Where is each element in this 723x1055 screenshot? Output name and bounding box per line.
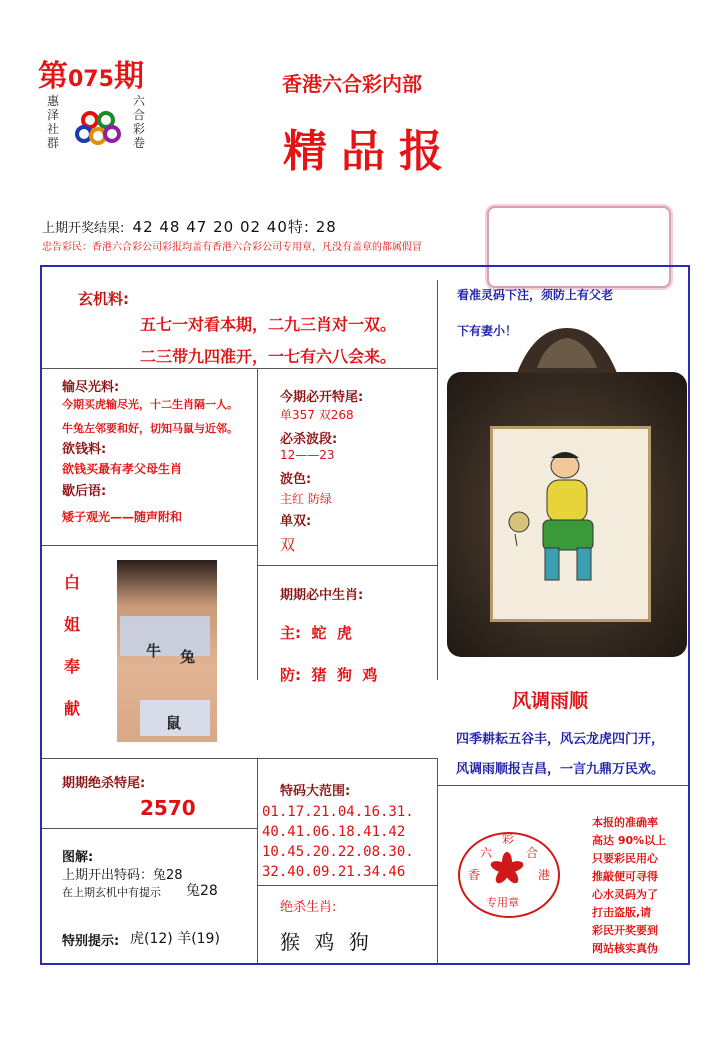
tema-label: 特码大范围: <box>280 784 351 799</box>
page-title: 精品报 <box>283 126 457 177</box>
boduan-label: 必杀波段: <box>280 432 338 447</box>
danshuang-label: 单双: <box>280 514 312 529</box>
divider <box>437 785 688 786</box>
notice-line: 打击盗版,请 <box>592 906 652 919</box>
tema-numbers <box>262 802 414 882</box>
issue-heading <box>38 60 144 97</box>
divider <box>42 828 257 829</box>
tujie-label: 图解: <box>62 850 94 865</box>
notice-line: 彩民开奖要到 <box>592 924 658 937</box>
results-numbers: 42 48 47 20 02 40特: 28 <box>132 218 337 236</box>
warning-text: 忠告彩民：香港六合彩公司彩报均盖有香港六合彩公司专用章，凡没有盖章的都属假冒 <box>42 242 422 253</box>
tewei-text: 单357 双268 <box>280 408 354 422</box>
zhongsheng-main: 主: 蛇 虎 <box>280 624 352 642</box>
photo-label-a: 牛 <box>146 642 162 660</box>
right-top-line1: 看准灵码下注，须防上有父老 <box>457 288 614 302</box>
poem-line2: 风调雨顺报吉昌，一言九鼎万民欢。 <box>456 762 665 777</box>
photo-top <box>120 616 210 656</box>
photo-label-c: 鼠 <box>166 714 182 732</box>
tema-row: 32.40.09.21.34.46 <box>262 864 406 880</box>
xuanji-line2: 二三带九四准开，一七有六八会来。 <box>140 347 397 366</box>
bauhinia-icon <box>490 852 524 886</box>
stamp-box <box>487 206 671 288</box>
char: 合 <box>132 108 145 122</box>
notice-line: 只要彩民用心 <box>592 852 658 865</box>
left-vertical-text <box>46 94 60 150</box>
char: 六 <box>132 94 145 108</box>
notice-line: 心水灵码为了 <box>592 888 658 901</box>
poem-title: 风调雨顺 <box>512 690 589 712</box>
subtitle: 香港六合彩内部 <box>282 72 422 96</box>
yuqian-label: 欲钱料: <box>62 442 107 457</box>
bose-text: 主红 防绿 <box>280 492 332 506</box>
frame-left-border <box>40 265 42 965</box>
child-kicking-ball-icon <box>505 448 630 598</box>
notice-line: 高达 90%以上 <box>592 834 667 847</box>
tujie-line2b: 兔28 <box>186 883 218 899</box>
jueshasheng-label: 绝杀生肖: <box>280 900 337 915</box>
notice-line: 本报的准确率 <box>592 816 658 829</box>
tema-row: 10.45.20.22.08.30. <box>262 844 414 860</box>
divider <box>257 565 437 566</box>
xiehou-label: 歇后语: <box>62 484 107 499</box>
seal-bottom: 专用章 <box>486 896 519 909</box>
divider <box>42 758 438 759</box>
bose-label: 波色: <box>280 472 312 487</box>
issue-suffix: 期 <box>113 59 144 94</box>
xuanji-label: 玄机料: <box>78 290 129 308</box>
zhongsheng-label: 期期必中生肖: <box>280 588 364 603</box>
char: 泽 <box>46 108 59 122</box>
tujie-line1: 上期开出特码：兔28 <box>62 868 183 883</box>
notice <box>592 814 666 958</box>
danshuang-text: 双 <box>280 536 296 554</box>
char: 彩 <box>132 122 145 136</box>
frame-top-border <box>40 265 690 267</box>
tema-row: 01.17.21.04.16.31. <box>262 804 414 820</box>
zhongsheng-fang: 防: 猪 狗 鸡 <box>280 666 378 684</box>
char: 姐 <box>63 615 80 634</box>
char: 群 <box>46 136 59 150</box>
seal-char: 彩 <box>502 832 515 846</box>
seal-char: 香 <box>468 868 481 882</box>
frame-crest-icon <box>447 318 687 388</box>
issue-prefix: 第 <box>38 59 68 94</box>
tishi-text: 虎(12) 羊(19) <box>130 931 220 947</box>
char: 白 <box>63 573 80 592</box>
divider <box>257 885 437 886</box>
poem-line1: 四季耕耘五谷丰，风云龙虎四门开， <box>456 732 665 747</box>
xuanji-line1: 五七一对看本期，二九三肖对一双。 <box>140 315 397 334</box>
char: 社 <box>46 122 59 136</box>
last-results <box>42 216 337 237</box>
xiehou-text: 矮子观光——随声附和 <box>62 510 183 524</box>
char: 卷 <box>132 136 145 150</box>
tema-row: 40.41.06.18.41.42 <box>262 824 406 840</box>
photo-label-b: 兔 <box>180 648 196 666</box>
jueshasheng-value: 猴 鸡 狗 <box>280 930 373 954</box>
boduan-text: 12——23 <box>280 448 335 462</box>
divider <box>257 758 258 963</box>
yuqian-text: 欲钱买最有孝父母生肖 <box>62 462 183 476</box>
divider <box>42 368 437 369</box>
seal-char: 港 <box>538 868 551 882</box>
char: 奉 <box>63 657 80 676</box>
shuji-line2: 牛兔左邻要和好，切知马鼠与近邻。 <box>62 422 238 435</box>
frame-right-border <box>688 265 690 965</box>
tishi-label: 特别提示: <box>62 934 120 949</box>
shuji-line1: 今期买虎输尽光，十二生肖隔一人。 <box>62 398 238 411</box>
notice-line: 推敲便可寻得 <box>592 870 658 883</box>
right-vertical-text <box>132 94 146 150</box>
tujie-line2a: 在上期玄机中有提示 <box>62 886 161 899</box>
jueshawei-value: 2570 <box>140 796 196 820</box>
shuji-label: 输尽光料: <box>62 380 120 395</box>
char: 惠 <box>46 94 59 108</box>
seal-char: 六 <box>480 846 493 860</box>
jueshawei-label: 期期绝杀特尾: <box>62 776 146 791</box>
frame-bottom-border <box>40 963 690 965</box>
divider <box>437 758 438 963</box>
divider <box>42 545 257 546</box>
divider <box>437 280 438 680</box>
char: 献 <box>63 699 80 718</box>
lottery-logo-icon <box>74 108 122 152</box>
issue-number: 075 <box>68 67 114 92</box>
right-top-line2: 下有妻小！ <box>457 324 518 338</box>
results-label: 上期开奖结果: <box>42 221 125 236</box>
seal-char: 合 <box>526 846 539 860</box>
baijie-vertical <box>62 562 82 730</box>
notice-line: 网站核实真伪 <box>592 942 658 955</box>
divider <box>257 368 258 680</box>
tewei-label: 今期必开特尾: <box>280 390 364 405</box>
